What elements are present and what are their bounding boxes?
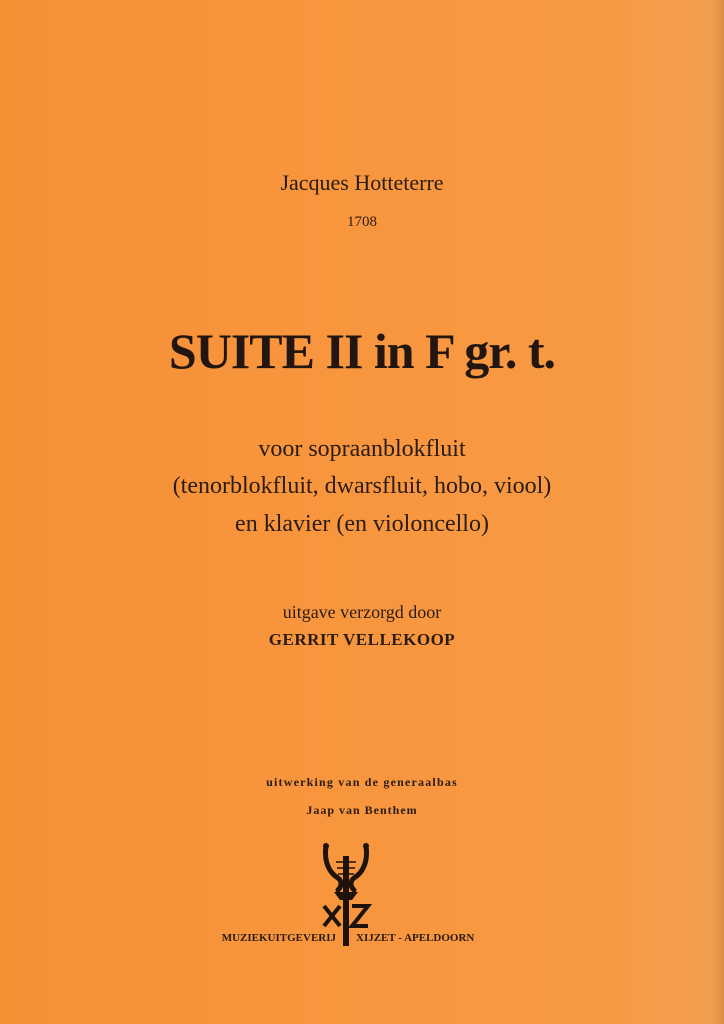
realizer-name: Jaap van Benthem (306, 803, 418, 817)
instrumentation-line-3: en klavier (en violoncello) (235, 511, 489, 537)
instrumentation-line-1: voor sopraanblokfluit (258, 436, 466, 462)
work-title: SUITE II in F gr. t. (168, 323, 556, 379)
editor-name: GERRIT VELLEKOOP (268, 630, 456, 649)
composition-year: 1708 (347, 214, 377, 230)
publisher-name-right: XIJZET - APELDOORN (356, 932, 475, 944)
edition-line: uitgave verzorgd door (282, 602, 442, 622)
instrumentation-line-2: (tenorblokfluit, dwarsfluit, hobo, viool) (172, 473, 552, 499)
composer-name: Jacques Hotteterre (280, 170, 444, 195)
realization-line: uitwerking van de generaalbas (266, 775, 458, 789)
publisher-name-left: MUZIEKUITGEVERIJ (221, 932, 336, 944)
